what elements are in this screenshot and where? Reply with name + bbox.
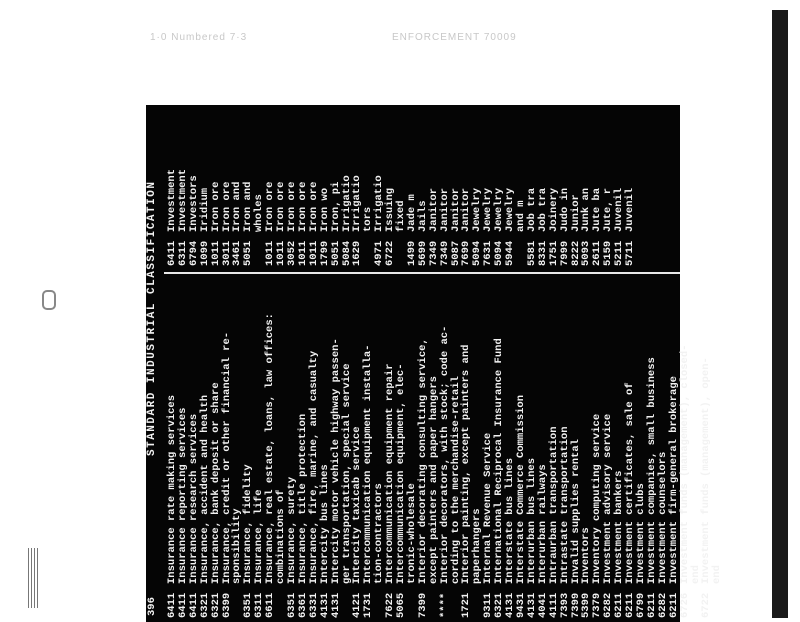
sic-code: 6722 [700, 592, 713, 618]
industry-name: Iron ore [209, 181, 222, 232]
industry-name: Irrigatio [373, 175, 386, 232]
page-header [147, 106, 161, 616]
sic-code: 3011 [220, 240, 233, 266]
index-entry [320, 278, 331, 618]
sic-code: 5159 [602, 240, 615, 266]
sic-code: 1721 [460, 592, 473, 618]
sic-code: 5094 [471, 240, 484, 266]
industry-name: Inventors [580, 527, 593, 584]
industry-name: end [711, 565, 724, 584]
industry-name: Iron ore [307, 181, 320, 232]
industry-name: Iron ore [296, 181, 309, 232]
sic-code: 1799 [318, 240, 331, 266]
sic-code: 6351 [285, 592, 298, 618]
industry-name: Interior decorating consulting service, [416, 338, 429, 584]
industry-name: Jewelry [493, 187, 506, 232]
sic-code: 5065 [395, 592, 408, 618]
page-number: 396 [146, 597, 158, 616]
industry-name: Insurance, accident and health [198, 394, 211, 584]
sic-code: 4041 [536, 592, 549, 618]
sic-code: 7399 [569, 592, 582, 618]
sic-code: 6411 [187, 592, 200, 618]
sic-code: 1011 [307, 240, 320, 266]
sic-code: 6282 [602, 592, 615, 618]
index-entry [200, 278, 211, 618]
industry-name: Iridium [198, 187, 211, 232]
sic-code: 7622 [384, 592, 397, 618]
industry-name: paperhangers [471, 508, 484, 584]
scan-header-left: 1·0 Numbered 7·3 [150, 32, 248, 43]
index-entry [440, 278, 451, 618]
industry-name: Interior painting, except painters and [460, 344, 473, 584]
sic-code: **** [438, 592, 451, 618]
sic-code: 6211 [667, 592, 680, 618]
index-entry [669, 278, 680, 618]
industry-name: Iron, pi [329, 181, 342, 232]
industry-name: Insurance, fire, marine, and casualty [307, 350, 320, 584]
industry-name: Iron and [231, 181, 244, 232]
industry-name: Investors [187, 175, 200, 232]
industry-name: Intercommunication equipment repair [384, 363, 397, 584]
index-entry [560, 96, 571, 266]
industry-name: Intercity bus lines [318, 464, 331, 584]
index-entry [560, 278, 571, 618]
index-entry [331, 96, 342, 266]
industry-name: Invalid supplies rental [569, 439, 582, 584]
index-entry [243, 96, 254, 266]
industry-name: Insurance, credit or other financial re- [220, 331, 233, 584]
industry-name: Iron ore [264, 181, 277, 232]
sic-code: 6411 [166, 592, 178, 618]
punch-hole-mark [42, 290, 56, 310]
industry-name: Iron ore [285, 181, 298, 232]
sic-code: 8331 [536, 240, 549, 266]
industry-name: Investment funds (management), open- [700, 357, 713, 584]
industry-name: Investment advisory service [602, 413, 615, 584]
sic-code: 1731 [362, 592, 375, 618]
right-column [167, 96, 636, 266]
sic-code: 6794 [187, 240, 200, 266]
sic-code: 4131 [525, 592, 538, 618]
industry-name: Internal Revenue Service [482, 432, 495, 584]
sic-code: 5581 [525, 240, 538, 266]
industry-name: except painters and paper hangers [427, 376, 440, 584]
sic-code: 6799 [634, 592, 647, 618]
sic-code [712, 584, 723, 618]
index-entry [680, 278, 691, 618]
sic-code: 6722 [384, 240, 397, 266]
sic-code: 6611 [264, 592, 277, 618]
industry-name: Jewelry [482, 187, 495, 232]
industry-name: wholes [253, 194, 266, 232]
sic-code: 5711 [624, 240, 637, 266]
sic-code: 4131 [504, 592, 517, 618]
industry-name: Interurban railways [536, 464, 549, 584]
industry-name: tion-contractors [373, 483, 386, 584]
sic-code: 7399 [416, 592, 429, 618]
industry-name: Iron and [242, 181, 255, 232]
industry-name: Joinery [547, 187, 560, 232]
sic-code: 5087 [449, 240, 462, 266]
industry-name: Insurance, real estate, loans, law offices: [264, 313, 277, 584]
industry-name: Janitor [449, 187, 462, 232]
industry-name: Insurance, life [253, 489, 266, 584]
industry-name: Jute ba [591, 187, 604, 232]
sic-code: 7631 [482, 240, 495, 266]
index-entry [211, 96, 222, 266]
industry-name: Investment [176, 168, 189, 232]
index-entry [712, 278, 723, 618]
industry-name: Job tra [536, 187, 549, 232]
sic-code: 5399 [580, 592, 593, 618]
industry-name: cording to the merchandise-retail [449, 376, 462, 584]
sic-code: 1499 [405, 240, 418, 266]
industry-name: Insurance, bank deposit or share [209, 382, 222, 584]
industry-name: Intercity motor vehicle highway passen- [329, 338, 342, 584]
industry-name: Junior [569, 194, 582, 232]
rotated-page [146, 105, 724, 622]
industry-name: Jails [416, 200, 429, 232]
sic-code: 6321 [198, 592, 211, 618]
sic-code: 6321 [493, 592, 506, 618]
sic-code: 9311 [482, 592, 495, 618]
sic-code: 7393 [558, 592, 571, 618]
sic-code: 1011 [264, 240, 277, 266]
industry-name: Janitor [438, 187, 451, 232]
sic-code: 4131 [329, 592, 342, 618]
industry-name: tors [362, 206, 375, 232]
scan-noise-mark [28, 548, 40, 608]
sic-code: 7379 [591, 592, 604, 618]
scan-edge-bar [772, 10, 788, 618]
sic-code: 4121 [351, 592, 364, 618]
sic-code: 9431 [515, 592, 527, 618]
sic-code: 1751 [547, 240, 560, 266]
industry-name: International Reciprocal Insurance Fund [493, 338, 506, 584]
index-entry [211, 278, 222, 618]
sic-code: 5093 [580, 240, 593, 266]
industry-name: Interurban bus lines [525, 457, 538, 584]
document-page [146, 105, 724, 622]
industry-name: ger transportation, special service [340, 363, 353, 584]
industry-name: Insurance, fidelity [242, 464, 255, 584]
industry-name: Intercity taxicab service [351, 426, 364, 584]
index-entry [505, 96, 516, 266]
industry-name: Investment firm-general brokerage [667, 376, 680, 584]
industry-name: Investment certificates, sale of [624, 382, 637, 584]
industry-name: Insurance, surety [285, 476, 298, 584]
index-entry [200, 96, 211, 266]
sic-code: 5944 [504, 240, 517, 266]
industry-name: Interstate bus lines [504, 457, 517, 584]
industry-name: combinations of [275, 489, 288, 584]
industry-name: Intrastate transportation [558, 426, 571, 584]
industry-name: Insurance rate making services [166, 394, 178, 584]
sic-code: 1011 [275, 240, 288, 266]
index-entry [440, 96, 451, 266]
industry-name: Intercommunication equipment, elec- [395, 363, 408, 584]
industry-name: Investment clubs [634, 483, 647, 584]
industry-name: Jade m [405, 194, 418, 232]
industry-name: Irrigatio [340, 175, 353, 232]
industry-name: Jewelry [471, 187, 484, 232]
industry-name: Job tra [525, 187, 538, 232]
industry-name: Investment bankers [613, 470, 626, 584]
industry-name: Janitor [460, 187, 473, 232]
scan-header-right: ENFORCEMENT 70009 [392, 32, 517, 43]
sic-code: 7349 [427, 240, 440, 266]
sic-code: 4131 [318, 592, 331, 618]
industry-name: Insurance reporting services [176, 407, 189, 584]
sic-code: 6321 [209, 592, 222, 618]
sic-code: 6311 [176, 240, 189, 266]
industry-name: Juvenil [613, 187, 626, 232]
industry-name: Jewelry [504, 187, 517, 232]
industry-name: Intercommunication equipment installa- [362, 344, 375, 584]
industry-name: Iron ore [220, 181, 233, 232]
industry-name: Interstate Commerce Commission [515, 394, 527, 584]
sic-code: 6331 [307, 592, 320, 618]
industry-name: Jute, r [602, 187, 615, 232]
sic-code: 6282 [656, 592, 669, 618]
industry-name: Insurance research services [187, 413, 200, 584]
industry-name: Issuing [384, 187, 397, 232]
sic-code: 7699 [460, 240, 473, 266]
industry-name: Inventory computing service [591, 413, 604, 584]
sic-code: 5084 [340, 240, 353, 266]
sic-code: 6211 [613, 592, 626, 618]
industry-name: Investment [166, 168, 178, 232]
industry-name: Judo in [558, 187, 571, 232]
sic-code: 6351 [242, 592, 255, 618]
column-divider [164, 272, 680, 274]
sic-code: 6411 [176, 592, 189, 618]
index-entry [625, 96, 636, 266]
industry-name: end [689, 565, 702, 584]
sic-code: 2611 [591, 240, 604, 266]
index-entry [320, 96, 331, 266]
sic-code: 1011 [296, 240, 309, 266]
index-entry [549, 96, 560, 266]
industry-name: Interior decorators, with stock; code ac- [438, 325, 451, 584]
sic-code: 6211 [624, 592, 637, 618]
sic-code: 5051 [242, 240, 255, 266]
industry-name: Iron ore [275, 181, 288, 232]
sic-code: 3052 [285, 240, 298, 266]
sic-code: 6399 [220, 592, 233, 618]
industry-name: Iron wo [318, 187, 331, 232]
left-column [167, 278, 723, 618]
sic-code: 5211 [613, 240, 626, 266]
page-title: STANDARD INDUSTRIAL CLASSIFICATION [146, 180, 158, 456]
industry-name: Investment funds (management), closed- [678, 344, 691, 584]
index-entry [385, 96, 396, 266]
sic-code: 1629 [351, 240, 364, 266]
industry-name: Junk an [580, 187, 593, 232]
sic-code: 7999 [558, 240, 571, 266]
industry-name: Janitor [427, 187, 440, 232]
sic-code: 8222 [569, 240, 582, 266]
industry-name: fixed [395, 200, 408, 232]
sic-code: 4111 [547, 592, 560, 618]
sic-code: 5094 [493, 240, 506, 266]
industry-name: and m [515, 200, 527, 232]
sic-code: 6211 [645, 592, 658, 618]
sic-code: 6311 [253, 592, 266, 618]
index-entry [331, 278, 342, 618]
industry-name: Intraurban transportation [547, 426, 560, 584]
sic-code: 7349 [438, 240, 451, 266]
industry-name: Irrigatio [351, 175, 364, 232]
industry-name: sponsibility [231, 508, 244, 584]
industry-name: Investment counselors [656, 451, 669, 584]
sic-code: 1099 [198, 240, 211, 266]
sic-code: 5051 [329, 240, 342, 266]
industry-name: Insurance, title protection [296, 413, 309, 584]
sic-code: 4971 [373, 240, 386, 266]
industry-name: tronic-wholesale [405, 483, 418, 584]
index-entry [352, 96, 363, 266]
sic-code: 6361 [296, 592, 309, 618]
industry-name: Investment companies, small business [645, 357, 658, 584]
sic-code: 5699 [416, 240, 429, 266]
sic-code: 3461 [231, 240, 244, 266]
sic-code: 1011 [209, 240, 222, 266]
sic-code: 6726 [678, 592, 691, 618]
index-entry [549, 278, 560, 618]
sic-code: 6411 [166, 240, 178, 266]
industry-name: Juvenil [624, 187, 637, 232]
